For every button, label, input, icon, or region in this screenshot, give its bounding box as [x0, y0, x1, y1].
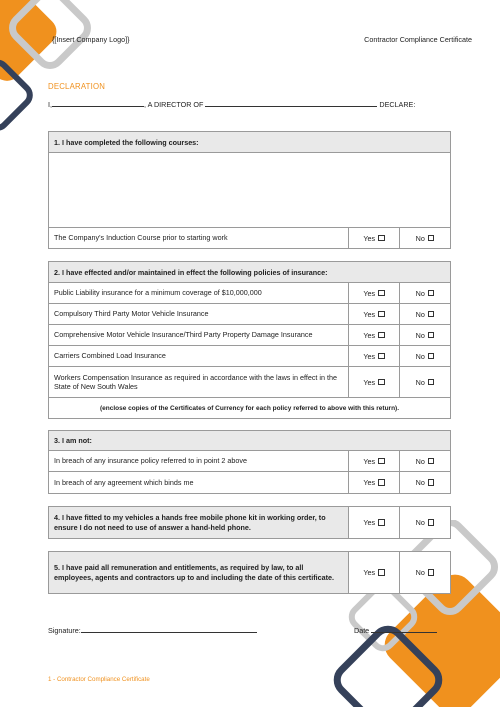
table-row — [49, 507, 450, 538]
yes-checkbox[interactable] — [348, 507, 399, 538]
checkbox-icon — [378, 332, 385, 339]
company-blank-field[interactable] — [205, 99, 377, 107]
yes-checkbox[interactable] — [348, 472, 399, 493]
checkbox-icon — [428, 311, 435, 318]
row-label: Public Liability insurance for a minimum coverage of $10,000,000 — [54, 288, 262, 298]
declaration-title: DECLARATION — [48, 82, 106, 91]
date-line — [354, 625, 437, 635]
no-checkbox[interactable] — [399, 283, 450, 303]
checkbox-icon — [428, 353, 435, 360]
declaration-line — [48, 99, 428, 109]
insurance-note: (enclose copies of the Certificates of Currency for each policy referred to above with this return). — [99, 404, 400, 412]
yes-label: Yes — [363, 568, 376, 577]
section-heading: 1. I have completed the following courses: — [49, 132, 450, 153]
declaration-suffix: DECLARE: — [379, 100, 416, 109]
name-blank-field[interactable] — [52, 99, 144, 107]
table-row — [49, 367, 450, 398]
yes-label: Yes — [363, 330, 376, 340]
no-checkbox[interactable] — [399, 552, 450, 593]
section-not-in-breach — [48, 430, 451, 494]
document-title: Contractor Compliance Certificate — [364, 35, 472, 44]
table-row — [49, 552, 450, 593]
table-row — [49, 346, 450, 367]
yes-label: Yes — [363, 377, 376, 387]
no-checkbox[interactable] — [399, 367, 450, 397]
table-row — [49, 304, 450, 325]
company-logo-placeholder: {[Insert Company Logo]} — [52, 35, 130, 44]
row-label: Compulsory Third Party Motor Vehicle Insurance — [54, 309, 209, 319]
no-checkbox[interactable] — [399, 228, 450, 248]
row-label: In breach of any agreement which binds me — [54, 477, 194, 487]
no-label: No — [415, 288, 425, 298]
checkbox-icon — [428, 458, 435, 465]
no-label: No — [415, 309, 425, 319]
checkbox-icon — [378, 311, 385, 318]
section-heading: 3. I am not: — [49, 431, 450, 451]
table-row — [49, 228, 450, 248]
no-checkbox[interactable] — [399, 304, 450, 324]
declaration-prefix: I, — [48, 100, 52, 109]
yes-label: Yes — [363, 309, 376, 319]
yes-label: Yes — [363, 478, 376, 487]
no-label: No — [415, 456, 425, 466]
yes-checkbox[interactable] — [348, 283, 399, 303]
corner-decoration-top-left — [0, 0, 110, 150]
checkbox-icon — [428, 332, 435, 339]
yes-checkbox[interactable] — [348, 304, 399, 324]
yes-checkbox[interactable] — [348, 451, 399, 471]
date-label: Date — [354, 626, 370, 635]
no-label: No — [415, 478, 425, 487]
yes-checkbox[interactable] — [348, 552, 399, 593]
checkbox-icon — [378, 235, 385, 242]
row-label: Workers Compensation Insurance as required in accordance with the laws in effect in the State of New South Wales — [54, 372, 337, 391]
blank-area — [49, 153, 450, 228]
table-row — [49, 325, 450, 346]
page-footer: 1 - Contractor Compliance Certificate — [48, 676, 150, 683]
section-heading: 2. I have effected and/or maintained in effect the following policies of insurance: — [49, 262, 450, 283]
section-insurance — [48, 261, 451, 419]
signature-field[interactable] — [81, 625, 257, 633]
checkbox-icon — [378, 519, 385, 526]
checkbox-icon — [378, 479, 385, 486]
checkbox-icon — [428, 479, 435, 486]
checkbox-icon — [428, 235, 435, 242]
signature-line — [48, 625, 257, 635]
section-phone-kit — [48, 506, 451, 539]
checkbox-icon — [378, 290, 385, 297]
yes-checkbox[interactable] — [348, 367, 399, 397]
section-remuneration — [48, 551, 451, 594]
checkbox-icon — [378, 379, 385, 386]
table-row — [49, 472, 450, 493]
row-label: 4. I have fitted to my vehicles a hands free mobile phone kit in working order, to ensure I do not need to use of answer a hand-held phone. — [49, 507, 348, 538]
table-row — [49, 283, 450, 304]
checkbox-icon — [428, 569, 435, 576]
yes-checkbox[interactable] — [348, 346, 399, 366]
no-label: No — [415, 377, 425, 387]
table-row — [49, 451, 450, 472]
row-label: In breach of any insurance policy referred to in point 2 above — [54, 456, 247, 466]
yes-checkbox[interactable] — [348, 325, 399, 345]
yes-label: Yes — [363, 288, 376, 298]
yes-label: Yes — [363, 456, 376, 466]
checkbox-icon — [428, 519, 435, 526]
checkbox-icon — [378, 569, 385, 576]
signature-label: Signature: — [48, 626, 81, 635]
no-label: No — [415, 330, 425, 340]
checkbox-icon — [428, 290, 435, 297]
no-checkbox[interactable] — [399, 346, 450, 366]
no-label: No — [415, 568, 425, 577]
row-label: 5. I have paid all remuneration and entitlements, as required by law, to all employees, agents and contractors up to and including the date of this certificate. — [49, 552, 348, 593]
no-label: No — [415, 351, 425, 361]
no-checkbox[interactable] — [399, 472, 450, 493]
yes-label: Yes — [363, 233, 376, 243]
yes-label: Yes — [363, 351, 376, 361]
declaration-middle: , A DIRECTOR OF — [144, 100, 204, 109]
no-label: No — [415, 518, 425, 527]
no-checkbox[interactable] — [399, 451, 450, 471]
date-field[interactable] — [371, 625, 437, 633]
checkbox-icon — [378, 458, 385, 465]
checkbox-icon — [378, 353, 385, 360]
corner-decoration-bottom-right — [320, 520, 500, 707]
yes-checkbox[interactable] — [348, 228, 399, 248]
row-label: The Company's Induction Course prior to starting work — [54, 233, 228, 243]
no-label: No — [415, 233, 425, 243]
checkbox-icon — [428, 379, 435, 386]
section-courses — [48, 131, 451, 249]
row-label: Carriers Combined Load Insurance — [54, 351, 166, 361]
no-checkbox[interactable] — [399, 507, 450, 538]
yes-label: Yes — [363, 518, 376, 527]
no-checkbox[interactable] — [399, 325, 450, 345]
row-label: Comprehensive Motor Vehicle Insurance/Third Party Property Damage Insurance — [54, 330, 313, 340]
